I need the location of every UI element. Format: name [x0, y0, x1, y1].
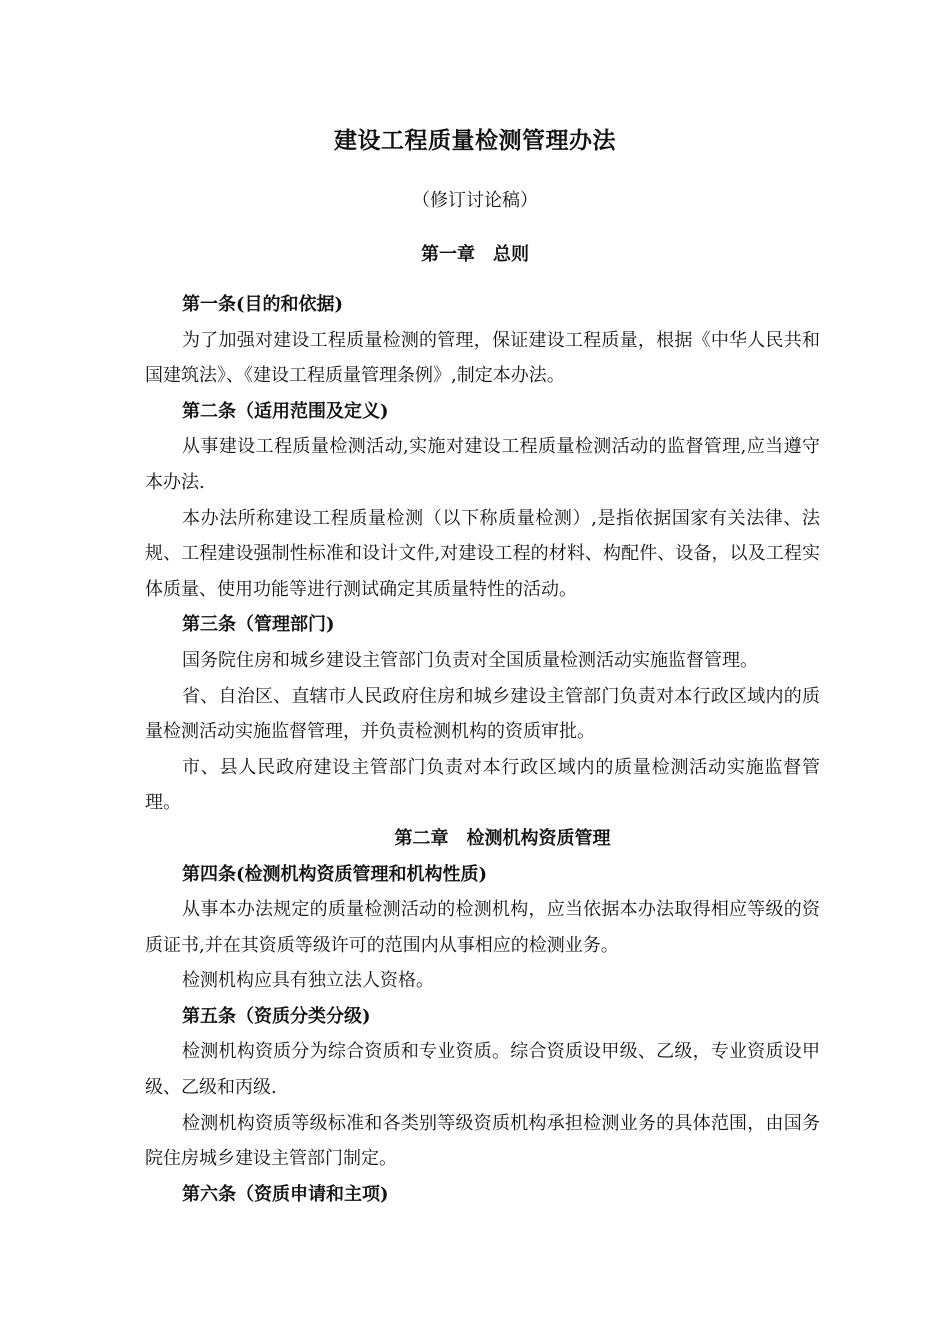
article-3-paragraph-1: 国务院住房和城乡建设主管部门负责对全国质量检测活动实施监督管理。 [182, 649, 758, 671]
article-3-heading: 第三条（管理部门) [182, 614, 335, 636]
article-5-paragraph-1: 检测机构资质分为综合资质和专业资质。综合资质设甲级、乙级，专业资质设甲级、乙级和丙级. [145, 1041, 820, 1099]
article-2-paragraph-1: 从事建设工程质量检测活动,实施对建设工程质量检测活动的监督管理,应当遵守本办法. [145, 436, 820, 493]
article-2-paragraph-2: 本办法所称建设工程质量检测（以下称质量检测）,是指依据国家有关法律、法规、工程建设强制性标准和设计文件,对建设工程的材料、构配件、设备，以及工程实体质量、使用功能等进行测试确定其质量特性的活动。 [145, 507, 820, 600]
article-2-heading: 第二条（适用范围及定义) [182, 400, 389, 422]
article-3-paragraph-2: 省、自治区、直辖市人民政府住房和城乡建设主管部门负责对本行政区域内的质量检测活动实施监督管理，并负责检测机构的资质审批。 [145, 685, 820, 743]
document-subtitle: （修订讨论稿） [412, 190, 538, 211]
chapter-1-heading: 第一章 总则 [421, 244, 529, 265]
document-body [145, 287, 820, 1212]
article-3-paragraph-3: 市、县人民政府建设主管部门负责对本行政区域内的质量检测活动实施监督管理。 [145, 756, 820, 814]
article-4-paragraph-2: 检测机构应具有独立法人资格。 [182, 970, 434, 992]
article-6-heading: 第六条（资质申请和主项) [182, 1183, 389, 1205]
article-4-heading: 第四条(检测机构资质管理和机构性质) [182, 863, 488, 885]
article-4-paragraph-1: 从事本办法规定的质量检测活动的检测机构，应当依据本办法取得相应等级的资质证书,并在其资质等级许可的范围内从事相应的检测业务。 [145, 899, 820, 956]
article-5-heading: 第五条（资质分类分级) [182, 1005, 371, 1027]
document-title: 建设工程质量检测管理办法 [334, 127, 616, 154]
article-5-paragraph-2: 检测机构资质等级标准和各类别等级资质机构承担检测业务的具体范围，由国务院住房城乡建设主管部门制定。 [145, 1112, 820, 1170]
article-1-paragraph-1: 为了加强对建设工程质量检测的管理，保证建设工程质量，根据《中华人民共和国建筑法》、《建设工程质量管理条例》,制定本办法。 [145, 329, 820, 387]
article-1-heading: 第一条(目的和依据) [182, 294, 344, 315]
chapter-2-heading: 第二章 检测机构资质管理 [394, 827, 611, 849]
